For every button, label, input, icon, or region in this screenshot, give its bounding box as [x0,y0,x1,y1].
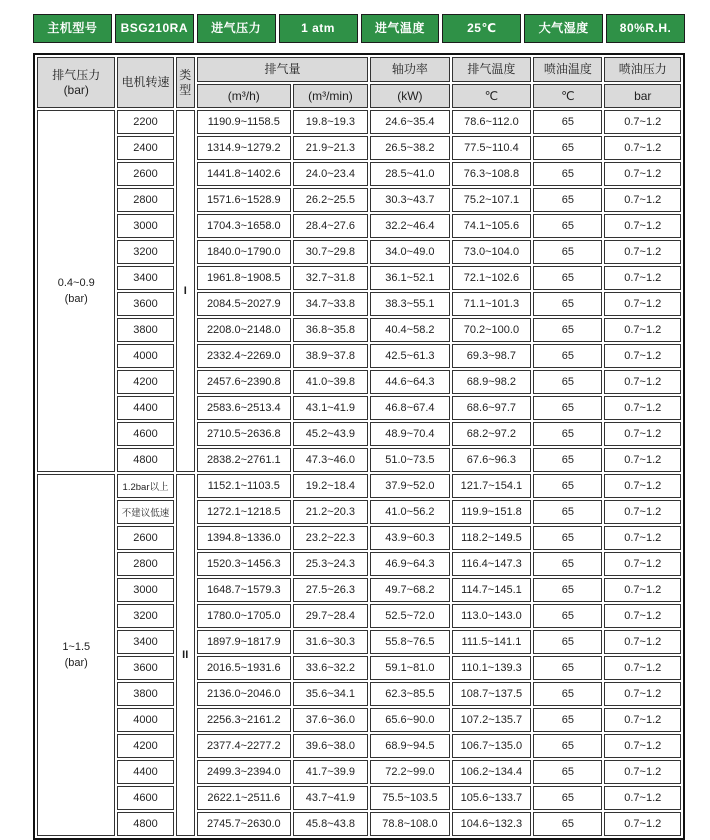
cell-shaft-power: 75.5~103.5 [370,786,450,810]
cell-shaft-power: 44.6~64.3 [370,370,450,394]
cell-oil-temp: 65 [533,318,602,342]
cell-flow-m3h: 1272.1~1218.5 [197,500,291,524]
data-row [37,812,681,836]
cell-oil-temp: 65 [533,526,602,550]
cell-oil-pressure: 0.7~1.2 [604,240,681,264]
cell-flow-m3h: 2457.6~2390.8 [197,370,291,394]
cell-exhaust-temp: 77.5~110.4 [452,136,532,160]
cell-oil-pressure: 0.7~1.2 [604,812,681,836]
cell-flow-m3min: 36.8~35.8 [293,318,368,342]
cell-oil-temp: 65 [533,448,602,472]
spec-table-body [37,110,681,836]
data-row [37,474,681,498]
cell-flow-m3min: 32.7~31.8 [293,266,368,290]
humidity-value: 80%R.H. [606,14,685,43]
cell-exhaust-temp: 118.2~149.5 [452,526,532,550]
cell-flow-m3h: 1648.7~1579.3 [197,578,291,602]
cell-motor-speed: 4800 [117,448,173,472]
pressure-range-cell-1 [37,110,115,472]
cell-motor-speed: 4000 [117,344,173,368]
cell-flow-m3h: 2710.5~2636.8 [197,422,291,446]
unit-flow-m3h: (m³/h) [197,84,291,108]
host-model-value: BSG210RA [115,14,194,43]
cell-motor-speed: 2400 [117,136,173,160]
cell-motor-speed: 2600 [117,526,173,550]
cell-exhaust-temp: 105.6~133.7 [452,786,532,810]
cell-motor-speed: 3200 [117,240,173,264]
cell-shaft-power: 55.8~76.5 [370,630,450,654]
cell-shaft-power: 37.9~52.0 [370,474,450,498]
cell-flow-m3min: 43.1~41.9 [293,396,368,420]
table-header-row-1 [37,57,681,82]
cell-flow-m3min: 29.7~28.4 [293,604,368,628]
cell-exhaust-temp: 110.1~139.3 [452,656,532,680]
cell-flow-m3h: 1394.8~1336.0 [197,526,291,550]
cell-shaft-power: 34.0~49.0 [370,240,450,264]
cell-motor-speed: 4600 [117,786,173,810]
cell-exhaust-temp: 68.9~98.2 [452,370,532,394]
cell-flow-m3h: 2084.5~2027.9 [197,292,291,316]
cell-motor-speed: 4200 [117,734,173,758]
cell-flow-m3h: 2583.6~2513.4 [197,396,291,420]
data-row [37,396,681,420]
cell-exhaust-temp: 75.2~107.1 [452,188,532,212]
data-row [37,604,681,628]
cell-oil-pressure: 0.7~1.2 [604,214,681,238]
cell-motor-speed: 不建议低速 [117,500,173,524]
cell-exhaust-temp: 113.0~143.0 [452,604,532,628]
data-row [37,292,681,316]
cell-oil-pressure: 0.7~1.2 [604,344,681,368]
data-row [37,500,681,524]
cell-shaft-power: 46.9~64.3 [370,552,450,576]
cell-exhaust-temp: 70.2~100.0 [452,318,532,342]
cell-shaft-power: 40.4~58.2 [370,318,450,342]
cell-shaft-power: 72.2~99.0 [370,760,450,784]
cell-flow-m3min: 26.2~25.5 [293,188,368,212]
unit-oil-pressure-bar: bar [604,84,681,108]
cell-oil-temp: 65 [533,370,602,394]
cell-exhaust-temp: 114.7~145.1 [452,578,532,602]
data-row [37,630,681,654]
col-header-exhaust-temp: 排气温度 [452,57,532,82]
cell-flow-m3min: 39.6~38.0 [293,734,368,758]
cell-oil-temp: 65 [533,188,602,212]
cell-oil-temp: 65 [533,604,602,628]
cell-flow-m3min: 34.7~33.8 [293,292,368,316]
cell-oil-pressure: 0.7~1.2 [604,474,681,498]
cell-flow-m3min: 33.6~32.2 [293,656,368,680]
cell-oil-temp: 65 [533,760,602,784]
col-header-oil-pressure: 喷油压力 [604,57,681,82]
cell-oil-temp: 65 [533,656,602,680]
cell-shaft-power: 32.2~46.4 [370,214,450,238]
cell-flow-m3min: 45.8~43.8 [293,812,368,836]
unit-exhaust-temp-c: ℃ [452,84,532,108]
data-row [37,188,681,212]
cell-motor-speed: 4400 [117,760,173,784]
cell-oil-temp: 65 [533,344,602,368]
cell-flow-m3h: 1897.9~1817.9 [197,630,291,654]
cell-motor-speed: 3800 [117,318,173,342]
cell-flow-m3min: 47.3~46.0 [293,448,368,472]
cell-motor-speed: 3600 [117,656,173,680]
cell-flow-m3h: 1704.3~1658.0 [197,214,291,238]
pressure-range-value: 0.4~0.9 [57,276,95,289]
data-row [37,240,681,264]
data-row [37,734,681,758]
cell-shaft-power: 30.3~43.7 [370,188,450,212]
cell-oil-temp: 65 [533,786,602,810]
cell-exhaust-temp: 69.3~98.7 [452,344,532,368]
cell-exhaust-temp: 107.2~135.7 [452,708,532,732]
data-row [37,526,681,550]
cell-oil-temp: 65 [533,396,602,420]
cell-oil-pressure: 0.7~1.2 [604,526,681,550]
data-row [37,110,681,134]
cell-exhaust-temp: 74.1~105.6 [452,214,532,238]
cell-motor-speed: 3400 [117,630,173,654]
cell-flow-m3min: 41.7~39.9 [293,760,368,784]
data-row [37,266,681,290]
cell-motor-speed: 3400 [117,266,173,290]
cell-flow-m3h: 1840.0~1790.0 [197,240,291,264]
cell-flow-m3h: 2256.3~2161.2 [197,708,291,732]
cell-shaft-power: 59.1~81.0 [370,656,450,680]
cell-exhaust-temp: 121.7~154.1 [452,474,532,498]
spec-table [33,53,685,840]
cell-flow-m3h: 2377.4~2277.2 [197,734,291,758]
cell-oil-temp: 65 [533,734,602,758]
cell-shaft-power: 38.3~55.1 [370,292,450,316]
cell-oil-temp: 65 [533,500,602,524]
cell-flow-m3h: 2622.1~2511.6 [197,786,291,810]
cell-oil-temp: 65 [533,578,602,602]
cell-oil-pressure: 0.7~1.2 [604,448,681,472]
cell-motor-speed: 3800 [117,682,173,706]
cell-oil-pressure: 0.7~1.2 [604,656,681,680]
cell-exhaust-temp: 111.5~141.1 [452,630,532,654]
cell-oil-temp: 65 [533,708,602,732]
cell-flow-m3h: 2499.3~2394.0 [197,760,291,784]
cell-flow-m3h: 1314.9~1279.2 [197,136,291,160]
cell-oil-temp: 65 [533,552,602,576]
col-header-flow-group: 排气量 [197,57,368,82]
cell-oil-pressure: 0.7~1.2 [604,370,681,394]
pressure-range-unit: (bar) [64,657,88,669]
humidity-label: 大气湿度 [524,14,603,43]
cell-flow-m3min: 21.9~21.3 [293,136,368,160]
cell-flow-m3h: 2838.2~2761.1 [197,448,291,472]
cell-oil-pressure: 0.7~1.2 [604,266,681,290]
cell-exhaust-temp: 76.3~108.8 [452,162,532,186]
cell-flow-m3h: 1190.9~1158.5 [197,110,291,134]
cell-oil-pressure: 0.7~1.2 [604,422,681,446]
cell-exhaust-temp: 68.6~97.7 [452,396,532,420]
inlet-pressure-label: 进气压力 [197,14,276,43]
cell-motor-speed: 1.2bar以上 [117,474,173,498]
cell-flow-m3h: 1780.0~1705.0 [197,604,291,628]
cell-exhaust-temp: 119.9~151.8 [452,500,532,524]
cell-oil-pressure: 0.7~1.2 [604,188,681,212]
cell-motor-speed: 3000 [117,578,173,602]
cell-exhaust-temp: 67.6~96.3 [452,448,532,472]
data-row [37,318,681,342]
inlet-temp-label: 进气温度 [361,14,440,43]
cell-oil-temp: 65 [533,214,602,238]
cell-shaft-power: 78.8~108.0 [370,812,450,836]
cell-motor-speed: 3600 [117,292,173,316]
data-row [37,682,681,706]
cell-oil-temp: 65 [533,474,602,498]
type-cell-1: I [176,110,195,472]
cell-oil-temp: 65 [533,292,602,316]
pressure-range-unit: (bar) [64,293,88,305]
data-row [37,344,681,368]
cell-shaft-power: 49.7~68.2 [370,578,450,602]
cell-exhaust-temp: 108.7~137.5 [452,682,532,706]
data-row [37,656,681,680]
cell-motor-speed: 4400 [117,396,173,420]
cell-motor-speed: 4600 [117,422,173,446]
cell-oil-temp: 65 [533,422,602,446]
cell-flow-m3min: 35.6~34.1 [293,682,368,706]
data-row [37,214,681,238]
data-row [37,136,681,160]
col-header-exhaust-pressure-title: 排气压力 [52,67,101,82]
cell-shaft-power: 28.5~41.0 [370,162,450,186]
cell-motor-speed: 2200 [117,110,173,134]
cell-flow-m3min: 24.0~23.4 [293,162,368,186]
cell-oil-pressure: 0.7~1.2 [604,136,681,160]
cell-oil-pressure: 0.7~1.2 [604,708,681,732]
unit-oil-temp-c: ℃ [533,84,602,108]
cell-shaft-power: 62.3~85.5 [370,682,450,706]
data-row [37,786,681,810]
cell-flow-m3min: 25.3~24.3 [293,552,368,576]
cell-exhaust-temp: 104.6~132.3 [452,812,532,836]
cell-flow-m3h: 1571.6~1528.9 [197,188,291,212]
cell-oil-temp: 65 [533,110,602,134]
cell-flow-m3h: 2136.0~2046.0 [197,682,291,706]
cell-motor-speed: 4800 [117,812,173,836]
col-header-type: 类型 [176,57,195,108]
data-row [37,448,681,472]
cell-flow-m3min: 37.6~36.0 [293,708,368,732]
data-row [37,422,681,446]
cell-motor-speed: 2800 [117,188,173,212]
cell-oil-pressure: 0.7~1.2 [604,630,681,654]
cell-oil-temp: 65 [533,682,602,706]
cell-oil-pressure: 0.7~1.2 [604,552,681,576]
cell-flow-m3min: 38.9~37.8 [293,344,368,368]
cell-oil-pressure: 0.7~1.2 [604,110,681,134]
cell-shaft-power: 36.1~52.1 [370,266,450,290]
cell-motor-speed: 4000 [117,708,173,732]
type-cell-2: II [176,474,195,836]
pressure-range-value: 1~1.5 [62,640,91,653]
cell-oil-temp: 65 [533,266,602,290]
cell-flow-m3min: 31.6~30.3 [293,630,368,654]
conditions-header-row [33,14,685,43]
cell-flow-m3min: 41.0~39.8 [293,370,368,394]
cell-oil-temp: 65 [533,136,602,160]
unit-power-kw: (kW) [370,84,450,108]
cell-shaft-power: 41.0~56.2 [370,500,450,524]
cell-shaft-power: 26.5~38.2 [370,136,450,160]
cell-flow-m3h: 2745.7~2630.0 [197,812,291,836]
cell-oil-pressure: 0.7~1.2 [604,292,681,316]
data-row [37,370,681,394]
inlet-pressure-value: 1 atm [279,14,358,43]
cell-flow-m3h: 1961.8~1908.5 [197,266,291,290]
cell-oil-pressure: 0.7~1.2 [604,318,681,342]
cell-flow-m3h: 1152.1~1103.5 [197,474,291,498]
cell-shaft-power: 46.8~67.4 [370,396,450,420]
cell-oil-pressure: 0.7~1.2 [604,396,681,420]
cell-oil-temp: 65 [533,630,602,654]
cell-shaft-power: 42.5~61.3 [370,344,450,368]
col-header-oil-temp: 喷油温度 [533,57,602,82]
col-header-motor-speed: 电机转速 [117,57,173,108]
cell-exhaust-temp: 72.1~102.6 [452,266,532,290]
data-row [37,760,681,784]
cell-flow-m3min: 43.7~41.9 [293,786,368,810]
cell-oil-pressure: 0.7~1.2 [604,578,681,602]
cell-motor-speed: 2600 [117,162,173,186]
cell-shaft-power: 51.0~73.5 [370,448,450,472]
cell-oil-temp: 65 [533,240,602,264]
cell-flow-m3min: 27.5~26.3 [293,578,368,602]
cell-exhaust-temp: 78.6~112.0 [452,110,532,134]
cell-shaft-power: 48.9~70.4 [370,422,450,446]
data-row [37,578,681,602]
cell-oil-pressure: 0.7~1.2 [604,760,681,784]
cell-oil-temp: 65 [533,162,602,186]
data-row [37,552,681,576]
cell-flow-m3min: 19.2~18.4 [293,474,368,498]
cell-flow-m3h: 2332.4~2269.0 [197,344,291,368]
cell-exhaust-temp: 106.7~135.0 [452,734,532,758]
cell-flow-m3min: 21.2~20.3 [293,500,368,524]
cell-exhaust-temp: 73.0~104.0 [452,240,532,264]
cell-oil-pressure: 0.7~1.2 [604,500,681,524]
cell-flow-m3h: 2208.0~2148.0 [197,318,291,342]
cell-flow-m3min: 45.2~43.9 [293,422,368,446]
col-header-exhaust-pressure [37,57,115,108]
spec-sheet [33,14,685,840]
cell-flow-m3h: 1520.3~1456.3 [197,552,291,576]
cell-shaft-power: 52.5~72.0 [370,604,450,628]
cell-motor-speed: 3200 [117,604,173,628]
cell-oil-pressure: 0.7~1.2 [604,734,681,758]
data-row [37,162,681,186]
cell-exhaust-temp: 106.2~134.4 [452,760,532,784]
cell-oil-pressure: 0.7~1.2 [604,682,681,706]
col-header-shaft-power: 轴功率 [370,57,450,82]
cell-oil-pressure: 0.7~1.2 [604,786,681,810]
pressure-range-cell-2 [37,474,115,836]
inlet-temp-value: 25℃ [442,14,521,43]
data-row [37,708,681,732]
cell-flow-m3min: 28.4~27.6 [293,214,368,238]
cell-flow-m3h: 2016.5~1931.6 [197,656,291,680]
cell-oil-temp: 65 [533,812,602,836]
cell-flow-m3min: 19.8~19.3 [293,110,368,134]
host-model-label: 主机型号 [33,14,112,43]
cell-motor-speed: 2800 [117,552,173,576]
cell-motor-speed: 4200 [117,370,173,394]
col-header-exhaust-pressure-unit: (bar) [63,82,89,97]
cell-flow-m3min: 23.2~22.3 [293,526,368,550]
cell-motor-speed: 3000 [117,214,173,238]
cell-exhaust-temp: 71.1~101.3 [452,292,532,316]
cell-exhaust-temp: 68.2~97.2 [452,422,532,446]
cell-shaft-power: 24.6~35.4 [370,110,450,134]
unit-flow-m3min: (m³/min) [293,84,368,108]
cell-oil-pressure: 0.7~1.2 [604,162,681,186]
cell-exhaust-temp: 116.4~147.3 [452,552,532,576]
cell-shaft-power: 43.9~60.3 [370,526,450,550]
cell-shaft-power: 65.6~90.0 [370,708,450,732]
cell-flow-m3h: 1441.8~1402.6 [197,162,291,186]
cell-flow-m3min: 30.7~29.8 [293,240,368,264]
cell-oil-pressure: 0.7~1.2 [604,604,681,628]
cell-shaft-power: 68.9~94.5 [370,734,450,758]
